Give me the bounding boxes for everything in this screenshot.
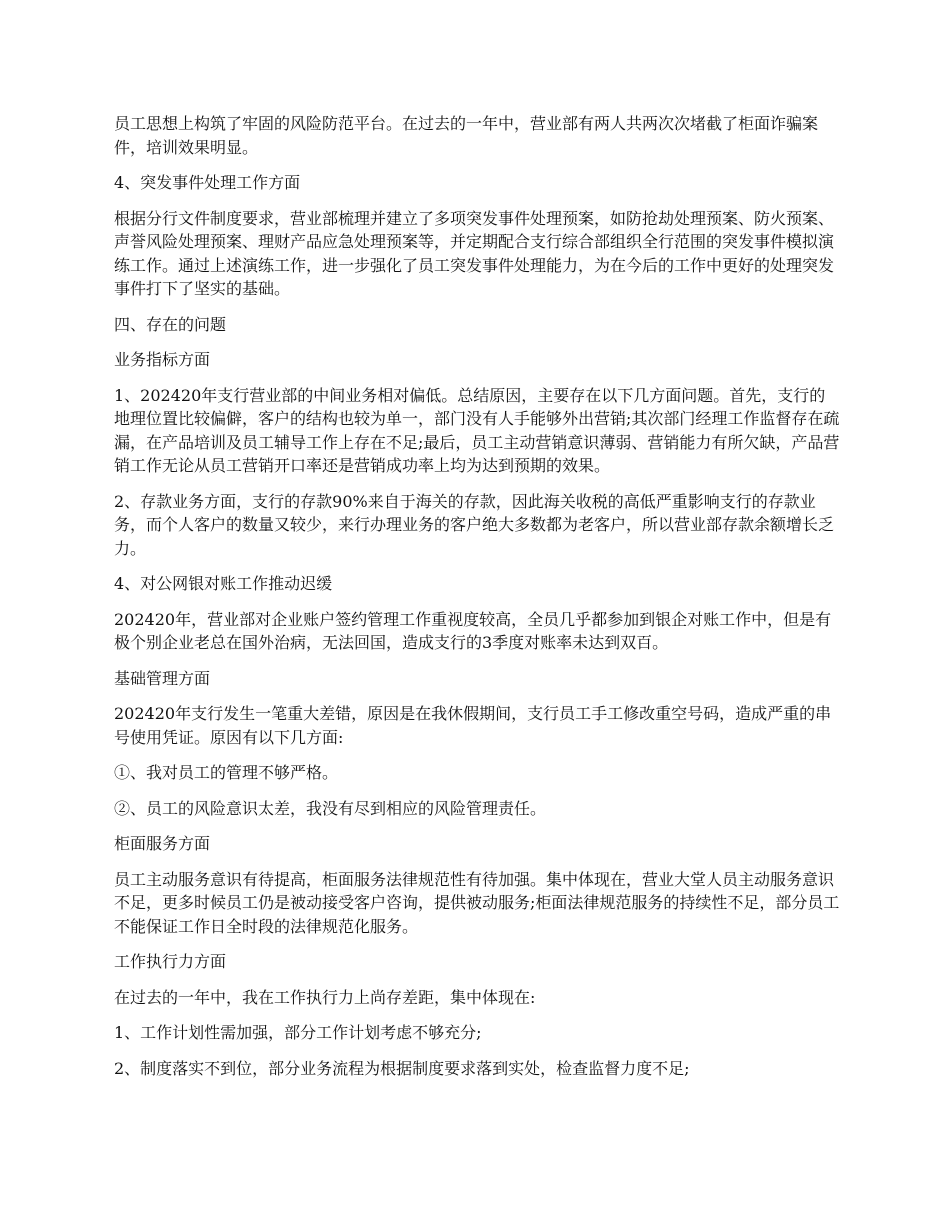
paragraph: 员工思想上构筑了牢固的风险防范平台。在过去的一年中，营业部有两人共两次次堵截了柜面诈骗案件，培训效果明显。 [114,114,819,157]
paragraph: 202420年，营业部对企业账户签约管理工作重视度较高，全员几乎都参加到银企对账工作中，但是有极个别企业老总在国外治病，无法回国，造成支行的3季度对账率未达到双百。 [114,609,832,652]
list-item: 2、制度落实不到位，部分业务流程为根据制度要求落到实处，检查监督力度不足; [114,1058,690,1078]
list-item: 1、工作计划性需加强，部分工作计划考虑不够充分; [114,1023,482,1042]
subsection-heading: 基础管理方面 [114,668,211,688]
document-body [114,112,840,1092]
paragraph: 员工主动服务意识有待提高，柜面服务法律规范性有待加强。集中体现在，营业大堂人员主动服务意识不足，更多时候员工仍是被动接受客户咨询，提供被动服务;柜面法律规范服务的持续性不足，部分员工不能保证工作日全时段的法律规范化服务。 [114,869,840,936]
paragraph: 1、202420年支行营业部的中间业务相对偏低。总结原因，主要存在以下几方面问题。首先，支行的地理位置比较偏僻，客户的结构也较为单一，部门没有人手能够外出营销;其次部门经理工作监督存在疏漏，在产品培训及员工辅导工作上存在不足;最后，员工主动营销意识薄弱、营销能力有所欠缺，产品营销工作无论从员工营销开口率还是营销成功率上均为达到预期的效果。 [114,385,840,475]
section-heading: 4、突发事件处理工作方面 [114,173,301,192]
subsection-heading: 4、对公网银对账工作推动迟缓 [114,574,333,593]
list-item: ②、员工的风险意识太差，我没有尽到相应的风险管理责任。 [114,798,547,818]
paragraph: 202420年支行发生一笔重大差错，原因是在我休假期间，支行员工手工修改重空号码，造成严重的串号使用凭证。原因有以下几方面: [114,704,832,747]
paragraph: 在过去的一年中，我在工作执行力上尚存差距，集中体现在: [114,987,536,1007]
subsection-heading: 业务指标方面 [114,350,211,369]
list-item: ①、我对员工的管理不够严格。 [114,763,339,782]
section-heading: 四、存在的问题 [114,314,227,334]
subsection-heading: 工作执行力方面 [114,952,227,971]
paragraph: 根据分行文件制度要求，营业部梳理并建立了多项突发事件处理预案，如防抢劫处理预案、防火预案、声誉风险处理预案、理财产品应急处理预案等，并定期配合支行综合部组织全行范围的突发事件模拟演练工作。通过上述演练工作，进一步强化了员工突发事件处理能力，为在今后的工作中更好的处理突发事件打下了坚实的基础。 [114,208,835,298]
paragraph: 2、存款业务方面，支行的存款90%来自于海关的存款，因此海关收税的高低严重影响支行的存款业务，而个人客户的数量又较少，来行办理业务的客户绝大多数都为老客户，所以营业部存款余额增长乏力。 [114,491,835,558]
subsection-heading: 柜面服务方面 [114,834,211,853]
